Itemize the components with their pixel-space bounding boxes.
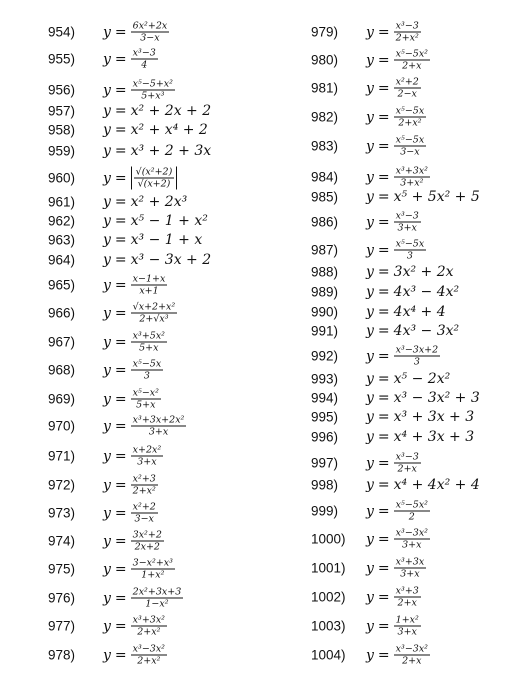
problem-number: 982) bbox=[311, 109, 339, 125]
problem-number: 980) bbox=[311, 52, 339, 68]
fraction-denominator: 2+√x³ bbox=[139, 313, 169, 325]
problem-number: 987) bbox=[311, 242, 339, 258]
equals-sign: = bbox=[377, 390, 390, 406]
problem-row bbox=[0, 614, 520, 638]
problem-number: 979) bbox=[311, 24, 339, 40]
variable-y: y bbox=[103, 194, 111, 210]
fraction-denominator: 2+x² bbox=[137, 626, 161, 638]
problem-number: 986) bbox=[311, 214, 339, 230]
equals-sign: = bbox=[114, 448, 127, 464]
equation bbox=[366, 135, 426, 158]
variable-y: y bbox=[103, 448, 111, 464]
equals-sign: = bbox=[114, 647, 127, 663]
equation bbox=[366, 323, 459, 339]
problem-number: 962) bbox=[48, 213, 76, 229]
problem-row bbox=[0, 473, 520, 497]
variable-y: y bbox=[103, 170, 111, 186]
problem-number: 975) bbox=[48, 561, 76, 577]
equals-sign: = bbox=[114, 194, 127, 210]
equals-sign: = bbox=[377, 52, 390, 68]
equation bbox=[366, 284, 459, 300]
problem-row bbox=[0, 556, 520, 580]
polynomial-expression: 4x³ − 4x² bbox=[393, 284, 460, 300]
problem-number: 998) bbox=[311, 477, 339, 493]
equals-sign: = bbox=[114, 618, 127, 634]
fraction-numerator: x²+2 bbox=[132, 501, 156, 513]
problem-number: 972) bbox=[48, 477, 76, 493]
fraction-denominator: 2 bbox=[408, 511, 415, 523]
variable-y: y bbox=[366, 647, 374, 663]
variable-y: y bbox=[366, 52, 374, 68]
variable-y: y bbox=[366, 455, 374, 471]
fraction-numerator: 2x²+3x+3 bbox=[132, 586, 182, 598]
problem-number: 995) bbox=[311, 409, 339, 425]
equals-sign: = bbox=[377, 284, 390, 300]
fraction-denominator: x+1 bbox=[139, 285, 159, 297]
fraction bbox=[394, 528, 430, 551]
equals-sign: = bbox=[377, 589, 390, 605]
equals-sign: = bbox=[377, 560, 390, 576]
fraction-numerator: x²+3 bbox=[132, 473, 156, 485]
fraction-numerator: √(x²+2) bbox=[135, 166, 173, 178]
variable-y: y bbox=[366, 264, 374, 280]
problem-number: 971) bbox=[48, 448, 76, 464]
variable-y: y bbox=[103, 477, 111, 493]
problem-number: 984) bbox=[311, 169, 339, 185]
equals-sign: = bbox=[377, 618, 390, 634]
fraction-numerator: x³−3 bbox=[132, 47, 156, 59]
fraction bbox=[394, 452, 421, 475]
fraction-numerator: x⁵−5x bbox=[395, 134, 425, 146]
polynomial-expression: x⁵ + 5x² + 5 bbox=[393, 189, 480, 205]
fraction-denominator: 3 bbox=[413, 356, 420, 368]
polynomial-expression: x³ + 3x + 3 bbox=[393, 409, 475, 425]
equation bbox=[366, 189, 480, 205]
problem-number: 996) bbox=[311, 429, 339, 445]
fraction-denominator: 1+x² bbox=[141, 569, 165, 581]
problem-number: 985) bbox=[311, 189, 339, 205]
equals-sign: = bbox=[377, 503, 390, 519]
fraction-numerator: x³+3 bbox=[395, 585, 419, 597]
variable-y: y bbox=[366, 409, 374, 425]
equation bbox=[366, 106, 426, 129]
problem-number: 1001) bbox=[311, 560, 346, 576]
variable-y: y bbox=[103, 618, 111, 634]
variable-y: y bbox=[366, 24, 374, 40]
problem-row bbox=[0, 48, 520, 72]
equals-sign: = bbox=[377, 371, 390, 387]
fraction-denominator: 4 bbox=[141, 59, 148, 71]
variable-y: y bbox=[103, 533, 111, 549]
problem-row bbox=[0, 499, 520, 523]
equals-sign: = bbox=[377, 242, 390, 258]
fraction-numerator: x³−3 bbox=[395, 451, 419, 463]
problem-row bbox=[0, 425, 520, 449]
equation bbox=[366, 477, 480, 493]
variable-y: y bbox=[366, 189, 374, 205]
polynomial-expression: x⁵ − 1 + x² bbox=[130, 213, 208, 229]
variable-y: y bbox=[366, 284, 374, 300]
problem-number: 958) bbox=[48, 122, 76, 138]
problem-number: 983) bbox=[311, 138, 339, 154]
fraction bbox=[394, 106, 427, 129]
polynomial-expression: 4x⁴ + 4 bbox=[393, 304, 446, 320]
fraction-denominator: 5+x³ bbox=[141, 90, 165, 102]
fraction bbox=[394, 557, 427, 580]
equals-sign: = bbox=[114, 232, 127, 248]
problem-number: 965) bbox=[48, 277, 76, 293]
equation bbox=[366, 21, 421, 44]
polynomial-expression: x⁴ + 3x + 3 bbox=[393, 429, 475, 445]
equals-sign: = bbox=[114, 51, 127, 67]
fraction-numerator: x³−3 bbox=[395, 20, 419, 32]
equals-sign: = bbox=[377, 214, 390, 230]
variable-y: y bbox=[103, 647, 111, 663]
fraction-numerator: 3−x²+x³ bbox=[132, 557, 173, 569]
equals-sign: = bbox=[114, 24, 127, 40]
problem-number: 966) bbox=[48, 305, 76, 321]
equals-sign: = bbox=[114, 103, 127, 119]
problem-number: 970) bbox=[48, 418, 76, 434]
fraction-numerator: x³−3x² bbox=[132, 643, 165, 655]
problem-row bbox=[0, 105, 520, 129]
problem-row bbox=[0, 585, 520, 609]
fraction-denominator: 2−x bbox=[397, 88, 417, 100]
variable-y: y bbox=[103, 305, 111, 321]
polynomial-expression: x³ − 3x² + 3 bbox=[393, 390, 480, 406]
problem-number: 969) bbox=[48, 391, 76, 407]
equals-sign: = bbox=[114, 143, 127, 159]
variable-y: y bbox=[366, 214, 374, 230]
fraction-denominator: √(x+2) bbox=[137, 178, 171, 190]
equals-sign: = bbox=[114, 505, 127, 521]
fraction-numerator: 1+x² bbox=[395, 614, 419, 626]
equals-sign: = bbox=[114, 391, 127, 407]
equals-sign: = bbox=[377, 304, 390, 320]
variable-y: y bbox=[366, 138, 374, 154]
fraction-numerator: x⁵−5x bbox=[395, 238, 425, 250]
equals-sign: = bbox=[114, 213, 127, 229]
fraction-denominator: 3 bbox=[406, 250, 413, 262]
equals-sign: = bbox=[377, 109, 390, 125]
variable-y: y bbox=[366, 531, 374, 547]
fraction bbox=[394, 500, 430, 523]
equals-sign: = bbox=[377, 348, 390, 364]
variable-y: y bbox=[366, 560, 374, 576]
equals-sign: = bbox=[114, 252, 127, 268]
variable-y: y bbox=[103, 418, 111, 434]
fraction-numerator: 3x²+2 bbox=[132, 529, 162, 541]
fraction-denominator: 3+x bbox=[148, 426, 169, 438]
fraction-denominator: 3 bbox=[143, 370, 150, 382]
variable-y: y bbox=[103, 391, 111, 407]
variable-y: y bbox=[103, 277, 111, 293]
variable-y: y bbox=[103, 122, 111, 138]
equals-sign: = bbox=[377, 138, 390, 154]
equation bbox=[366, 452, 421, 475]
fraction bbox=[394, 135, 427, 158]
problem-row bbox=[0, 20, 520, 44]
problem-number: 1004) bbox=[311, 647, 346, 663]
fraction-numerator: x³+3x bbox=[395, 556, 425, 568]
problem-number: 991) bbox=[311, 323, 339, 339]
problem-number: 993) bbox=[311, 371, 339, 387]
fraction-numerator: 6x²+2x bbox=[132, 20, 168, 32]
fraction-denominator: 3+x bbox=[400, 568, 420, 580]
problem-number: 1003) bbox=[311, 618, 346, 634]
variable-y: y bbox=[103, 213, 111, 229]
problem-number: 956) bbox=[48, 82, 76, 98]
equation bbox=[366, 644, 430, 667]
problem-number: 957) bbox=[48, 103, 76, 119]
polynomial-expression: x² + x⁴ + 2 bbox=[130, 122, 208, 138]
fraction-numerator: x³−3x² bbox=[395, 643, 428, 655]
problem-row bbox=[0, 238, 520, 262]
fraction bbox=[394, 211, 421, 234]
polynomial-expression: 3x² + 2x bbox=[393, 264, 454, 280]
variable-y: y bbox=[103, 232, 111, 248]
problem-row bbox=[0, 134, 520, 158]
equals-sign: = bbox=[114, 590, 127, 606]
problem-row bbox=[0, 319, 520, 343]
equation bbox=[366, 390, 480, 406]
fraction-denominator: 2+x² bbox=[395, 32, 419, 44]
fraction-numerator: x²+2 bbox=[395, 76, 419, 88]
problem-number: 997) bbox=[311, 455, 339, 471]
fraction-numerator: x+2x² bbox=[132, 444, 162, 456]
fraction-numerator: x³−3x² bbox=[395, 527, 428, 539]
fraction bbox=[394, 77, 421, 100]
fraction bbox=[394, 586, 421, 609]
polynomial-expression: x⁵ − 2x² bbox=[393, 371, 451, 387]
equals-sign: = bbox=[377, 80, 390, 96]
fraction-denominator: 3−x bbox=[134, 513, 154, 525]
fraction-numerator: x⁵−5x² bbox=[395, 499, 428, 511]
fraction-denominator: 2+x bbox=[397, 597, 417, 609]
fraction-denominator: 3−x bbox=[400, 146, 420, 158]
fraction bbox=[394, 644, 430, 667]
equals-sign: = bbox=[114, 418, 127, 434]
variable-y: y bbox=[366, 429, 374, 445]
fraction-denominator: 2x+2 bbox=[134, 541, 160, 553]
fraction-numerator: x³+5x² bbox=[132, 330, 165, 342]
problem-number: 955) bbox=[48, 51, 76, 67]
variable-y: y bbox=[103, 51, 111, 67]
variable-y: y bbox=[366, 304, 374, 320]
equals-sign: = bbox=[114, 170, 127, 186]
equation bbox=[366, 49, 430, 72]
polynomial-expression: x² + 2x³ bbox=[130, 194, 188, 210]
variable-y: y bbox=[103, 24, 111, 40]
variable-y: y bbox=[366, 323, 374, 339]
equals-sign: = bbox=[377, 531, 390, 547]
problem-number: 963) bbox=[48, 232, 76, 248]
fraction-numerator: x³−3 bbox=[395, 210, 419, 222]
fraction-denominator: 2+x bbox=[402, 60, 422, 72]
fraction-numerator: √x+2+x² bbox=[132, 301, 176, 313]
variable-y: y bbox=[366, 169, 374, 185]
equals-sign: = bbox=[377, 429, 390, 445]
problem-number: 977) bbox=[48, 618, 76, 634]
problem-number: 968) bbox=[48, 362, 76, 378]
variable-y: y bbox=[366, 503, 374, 519]
problem-row bbox=[0, 76, 520, 100]
equals-sign: = bbox=[114, 305, 127, 321]
fraction-denominator: 3+x² bbox=[400, 177, 424, 189]
variable-y: y bbox=[103, 362, 111, 378]
problem-number: 973) bbox=[48, 505, 76, 521]
equation bbox=[366, 615, 421, 638]
equals-sign: = bbox=[377, 477, 390, 493]
variable-y: y bbox=[103, 82, 111, 98]
variable-y: y bbox=[103, 143, 111, 159]
fraction-denominator: 3+x bbox=[397, 222, 417, 234]
fraction-numerator: x⁵−5+x² bbox=[132, 78, 173, 90]
fraction-denominator: 2+x² bbox=[398, 117, 422, 129]
variable-y: y bbox=[366, 242, 374, 258]
problem-row bbox=[0, 643, 520, 667]
fraction bbox=[394, 345, 441, 368]
problem-number: 961) bbox=[48, 194, 76, 210]
variable-y: y bbox=[103, 334, 111, 350]
fraction-denominator: 2+x² bbox=[137, 655, 161, 667]
problem-number: 959) bbox=[48, 143, 76, 159]
equals-sign: = bbox=[114, 277, 127, 293]
problem-number: 1002) bbox=[311, 589, 346, 605]
variable-y: y bbox=[366, 477, 374, 493]
equals-sign: = bbox=[114, 533, 127, 549]
problem-number: 978) bbox=[48, 647, 76, 663]
variable-y: y bbox=[366, 371, 374, 387]
equation bbox=[366, 586, 421, 609]
fraction-numerator: x³+3x² bbox=[132, 614, 165, 626]
problem-number: 964) bbox=[48, 252, 76, 268]
variable-y: y bbox=[366, 618, 374, 634]
fraction bbox=[394, 21, 421, 44]
equals-sign: = bbox=[377, 189, 390, 205]
equals-sign: = bbox=[377, 455, 390, 471]
fraction-denominator: 2+x bbox=[402, 655, 422, 667]
equals-sign: = bbox=[377, 647, 390, 663]
equals-sign: = bbox=[377, 323, 390, 339]
problem-row bbox=[0, 344, 520, 368]
fraction-denominator: 3+x bbox=[402, 539, 422, 551]
equals-sign: = bbox=[114, 122, 127, 138]
equals-sign: = bbox=[377, 264, 390, 280]
problem-number: 989) bbox=[311, 284, 339, 300]
variable-y: y bbox=[103, 590, 111, 606]
variable-y: y bbox=[103, 505, 111, 521]
problem-number: 967) bbox=[48, 334, 76, 350]
equation bbox=[366, 239, 426, 262]
equals-sign: = bbox=[114, 561, 127, 577]
polynomial-expression: x³ − 3x + 2 bbox=[130, 252, 212, 268]
problem-number: 981) bbox=[311, 80, 339, 96]
equation bbox=[366, 345, 440, 368]
variable-y: y bbox=[366, 390, 374, 406]
equals-sign: = bbox=[114, 334, 127, 350]
fraction-numerator: x⁵−x² bbox=[132, 387, 159, 399]
fraction bbox=[394, 49, 430, 72]
fraction-denominator: 2+x bbox=[397, 463, 417, 475]
fraction bbox=[394, 615, 421, 638]
polynomial-expression: x⁴ + 4x² + 4 bbox=[393, 477, 480, 493]
polynomial-expression: x³ − 1 + x bbox=[130, 232, 203, 248]
equation bbox=[366, 371, 450, 387]
equation bbox=[366, 409, 474, 425]
variable-y: y bbox=[103, 561, 111, 577]
fraction-numerator: x³+3x+2x² bbox=[132, 414, 185, 426]
fraction-denominator: 3+x bbox=[397, 626, 417, 638]
problem-number: 1000) bbox=[311, 531, 346, 547]
problem-number: 992) bbox=[311, 348, 339, 364]
polynomial-expression: x² + 2x + 2 bbox=[130, 103, 212, 119]
fraction-numerator: x³+3x² bbox=[395, 165, 428, 177]
fraction-numerator: x−1+x bbox=[132, 273, 166, 285]
equals-sign: = bbox=[377, 169, 390, 185]
problem-number: 954) bbox=[48, 24, 76, 40]
variable-y: y bbox=[103, 252, 111, 268]
equation bbox=[366, 264, 454, 280]
equation bbox=[366, 500, 430, 523]
problem-row bbox=[0, 527, 520, 551]
fraction-denominator: 1−x² bbox=[145, 598, 169, 610]
problem-number: 960) bbox=[48, 170, 76, 186]
fraction-denominator: 5+x bbox=[139, 342, 159, 354]
variable-y: y bbox=[103, 103, 111, 119]
problem-number: 974) bbox=[48, 533, 76, 549]
variable-y: y bbox=[366, 348, 374, 364]
equation bbox=[366, 211, 421, 234]
problem-number: 999) bbox=[311, 503, 339, 519]
problem-number: 988) bbox=[311, 264, 339, 280]
problem-number: 990) bbox=[311, 304, 339, 320]
problem-number: 976) bbox=[48, 590, 76, 606]
variable-y: y bbox=[366, 109, 374, 125]
problem-row bbox=[0, 210, 520, 234]
fraction-denominator: 5+x bbox=[136, 399, 156, 411]
equals-sign: = bbox=[377, 24, 390, 40]
equals-sign: = bbox=[114, 362, 127, 378]
fraction-numerator: x⁵−5x bbox=[132, 358, 162, 370]
equals-sign: = bbox=[377, 409, 390, 425]
fraction-numerator: x³−3x+2 bbox=[395, 344, 439, 356]
equation bbox=[366, 304, 446, 320]
variable-y: y bbox=[366, 80, 374, 96]
equation bbox=[366, 77, 421, 100]
problem-row bbox=[0, 185, 520, 209]
fraction-numerator: x⁵−5x² bbox=[395, 48, 428, 60]
problem-number: 994) bbox=[311, 390, 339, 406]
equals-sign: = bbox=[114, 82, 127, 98]
equation bbox=[366, 429, 474, 445]
equals-sign: = bbox=[114, 477, 127, 493]
variable-y: y bbox=[366, 589, 374, 605]
fraction-denominator: 2+x² bbox=[132, 485, 156, 497]
fraction-denominator: 3+x bbox=[137, 456, 157, 468]
fraction-numerator: x⁵−5x bbox=[395, 105, 425, 117]
fraction-denominator: 3−x bbox=[140, 32, 160, 44]
equation bbox=[366, 557, 426, 580]
polynomial-expression: 4x³ − 3x² bbox=[393, 323, 460, 339]
equation bbox=[366, 528, 430, 551]
fraction bbox=[394, 239, 427, 262]
polynomial-expression: x³ + 2 + 3x bbox=[130, 143, 212, 159]
